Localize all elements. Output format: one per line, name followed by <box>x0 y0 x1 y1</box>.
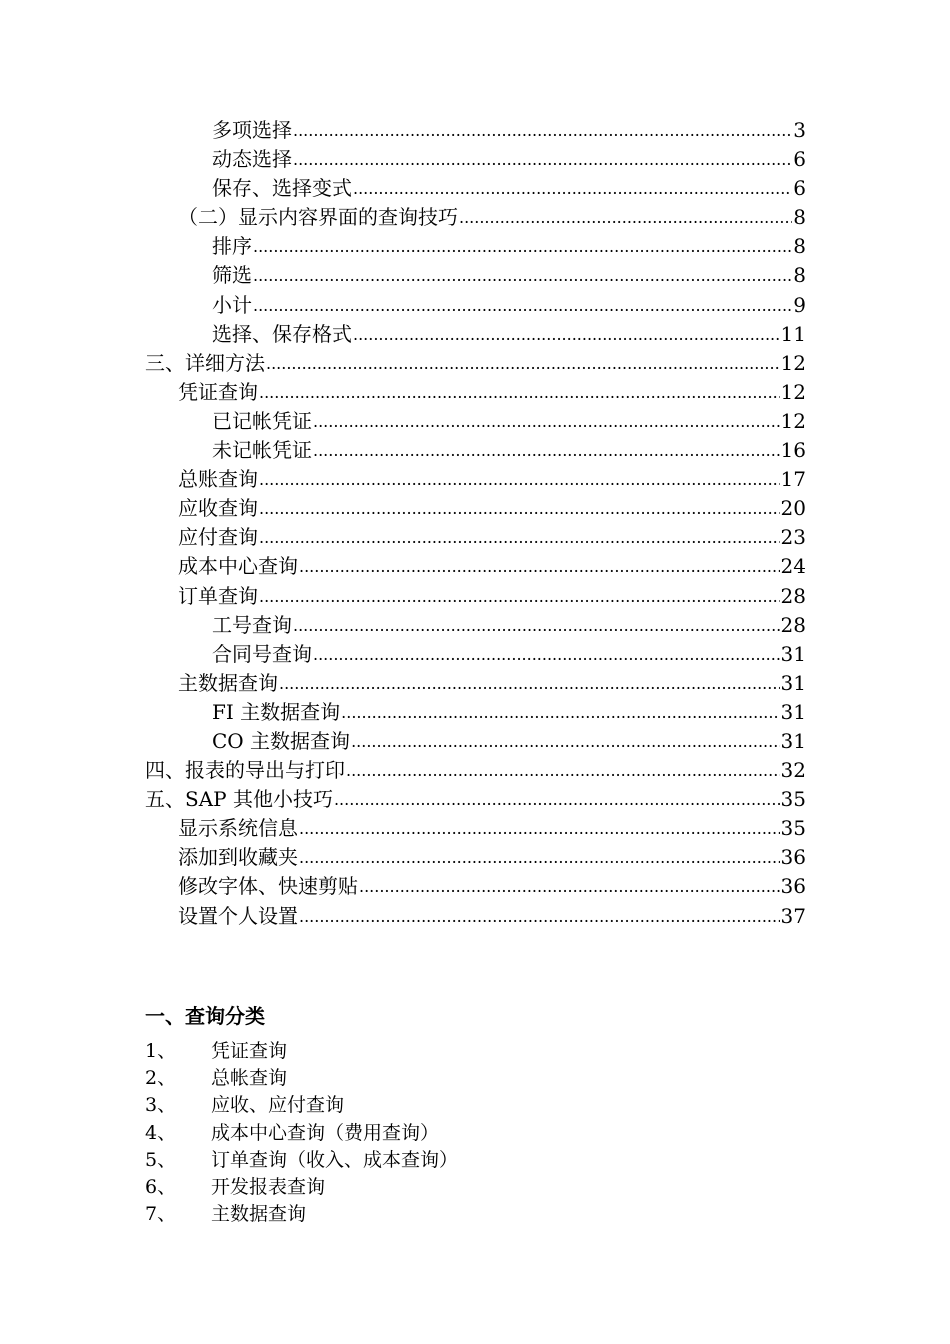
toc-entry-page: 37 <box>780 903 806 928</box>
toc-leader-dots <box>266 349 780 378</box>
toc-entry-label: 已记帐凭证 <box>212 408 312 433</box>
toc-entry[interactable] <box>145 843 806 872</box>
toc-entry-label: 选择、保存格式 <box>212 321 352 346</box>
toc-entry[interactable] <box>145 378 806 407</box>
toc-entry[interactable] <box>145 145 806 174</box>
toc-entry-page: 8 <box>793 205 806 230</box>
toc-entry-page: 31 <box>780 728 806 753</box>
list-item-text: 订单查询（收入、成本查询） <box>211 1148 459 1171</box>
toc-entry-page: 31 <box>780 699 806 724</box>
list-item <box>145 1201 806 1228</box>
list-item-number: 7、 <box>145 1203 177 1226</box>
toc-entry-page: 24 <box>780 554 806 579</box>
toc-leader-dots <box>299 552 780 581</box>
toc-entry-page: 8 <box>793 234 806 259</box>
list-item <box>145 1065 806 1092</box>
toc-entry[interactable] <box>145 465 806 494</box>
list-item-number: 2、 <box>145 1067 177 1090</box>
toc-entry[interactable] <box>145 640 806 669</box>
toc-entry-label: 添加到收藏夹 <box>178 845 298 870</box>
toc-entry-label: 小计 <box>212 292 252 317</box>
list-item <box>145 1174 806 1201</box>
query-category-section <box>145 1003 806 1228</box>
toc-entry-page: 32 <box>780 758 806 783</box>
toc-entry-label: 筛选 <box>212 263 252 288</box>
toc-entry-label: 多项选择 <box>212 118 292 142</box>
list-item-text: 应收、应付查询 <box>211 1094 345 1117</box>
toc-leader-dots <box>253 232 792 261</box>
toc-entry[interactable] <box>145 669 806 698</box>
toc-entry-label: 应付查询 <box>178 525 258 550</box>
toc-leader-dots <box>299 902 780 931</box>
toc-entry[interactable] <box>145 814 806 843</box>
toc-entry-label: 显示系统信息 <box>178 816 298 841</box>
toc-entry-page: 36 <box>780 845 806 870</box>
toc-leader-dots <box>299 814 780 843</box>
toc-leader-dots <box>313 640 780 669</box>
list-item-text: 成本中心查询（费用查询） <box>211 1121 440 1144</box>
toc-entry-label: 修改字体、快速剪贴 <box>178 874 358 899</box>
toc-entry-page: 6 <box>793 147 806 172</box>
toc-entry-page: 35 <box>780 787 806 812</box>
list-item-text: 凭证查询 <box>211 1040 288 1062</box>
toc-entry-label: 三、详细方法 <box>145 350 265 375</box>
toc-entry-label: （二）显示内容界面的查询技巧 <box>178 205 458 230</box>
toc-entry[interactable] <box>145 698 806 727</box>
toc-leader-dots <box>293 611 780 640</box>
toc-entry-page: 36 <box>780 874 806 899</box>
toc-leader-dots <box>299 843 780 872</box>
toc-entry[interactable] <box>145 232 806 261</box>
toc-leader-dots <box>351 727 779 756</box>
toc-entry[interactable] <box>145 582 806 611</box>
toc-leader-dots <box>259 465 780 494</box>
toc-entry[interactable] <box>145 320 806 349</box>
toc-entry-label: FI 主数据查询 <box>212 699 341 724</box>
list-item <box>145 1120 806 1147</box>
toc-entry[interactable] <box>145 436 806 465</box>
toc-entry-page: 16 <box>780 438 806 463</box>
toc-entry-page: 28 <box>780 583 806 608</box>
toc-entry-page: 12 <box>780 350 806 375</box>
toc-entry-label: 应收查询 <box>178 496 258 521</box>
toc-entry-page: 6 <box>793 176 806 201</box>
toc-entry[interactable] <box>145 611 806 640</box>
toc-entry[interactable] <box>145 494 806 523</box>
toc-entry-label: 主数据查询 <box>178 670 278 695</box>
toc-leader-dots <box>353 320 780 349</box>
toc-entry[interactable] <box>145 349 806 378</box>
toc-entry-label: 未记帐凭证 <box>212 438 312 463</box>
toc-entry-page: 31 <box>780 670 806 695</box>
toc-leader-dots <box>293 145 792 174</box>
toc-entry[interactable] <box>145 261 806 290</box>
toc-leader-dots <box>346 756 780 785</box>
toc-entry-label: 动态选择 <box>212 147 292 172</box>
table-of-contents <box>145 116 806 931</box>
toc-leader-dots <box>259 582 780 611</box>
toc-entry-page: 9 <box>793 292 806 317</box>
list-item-text: 总帐查询 <box>211 1067 288 1090</box>
toc-entry[interactable] <box>145 785 806 814</box>
toc-entry-label: 排序 <box>212 234 252 259</box>
toc-leader-dots <box>459 203 792 232</box>
toc-entry-page: 31 <box>780 641 806 666</box>
toc-entry-page: 23 <box>780 525 806 550</box>
toc-entry-page: 28 <box>780 612 806 637</box>
toc-leader-dots <box>353 174 792 203</box>
toc-entry-label: CO 主数据查询 <box>212 728 351 753</box>
toc-entry[interactable] <box>145 116 806 145</box>
toc-entry-page: 12 <box>780 379 806 404</box>
toc-entry-page: 17 <box>780 467 806 492</box>
toc-entry-label: 保存、选择变式 <box>212 176 352 201</box>
toc-entry-label: 工号查询 <box>212 612 292 637</box>
list-item-number: 4、 <box>145 1121 177 1144</box>
toc-leader-dots <box>341 698 779 727</box>
toc-entry-label: 成本中心查询 <box>178 554 298 579</box>
list-item-text: 开发报表查询 <box>211 1175 326 1198</box>
toc-leader-dots <box>253 261 792 290</box>
category-list <box>145 1038 806 1228</box>
toc-entry[interactable] <box>145 756 806 785</box>
toc-leader-dots <box>313 407 780 436</box>
toc-leader-dots <box>259 378 780 407</box>
list-item <box>145 1147 806 1174</box>
toc-entry[interactable] <box>145 407 806 436</box>
toc-leader-dots <box>293 116 792 145</box>
toc-entry-label: 合同号查询 <box>212 641 312 666</box>
toc-entry-page: 8 <box>793 263 806 288</box>
list-item-number: 6、 <box>145 1175 177 1198</box>
toc-leader-dots <box>253 291 792 320</box>
toc-entry-label: 凭证查询 <box>178 379 258 404</box>
toc-entry-label: 五、SAP 其他小技巧 <box>145 787 333 812</box>
toc-entry-page: 11 <box>780 321 806 346</box>
toc-entry-label: 设置个人设置 <box>178 903 298 928</box>
toc-entry[interactable] <box>145 291 806 320</box>
list-item <box>145 1092 806 1119</box>
list-item-text: 主数据查询 <box>211 1203 307 1226</box>
toc-entry-label: 总账查询 <box>178 467 258 492</box>
toc-leader-dots <box>259 494 780 523</box>
list-item-number: 3、 <box>145 1094 177 1117</box>
toc-entry[interactable] <box>145 203 806 232</box>
toc-entry[interactable] <box>145 902 806 931</box>
list-item <box>145 1038 806 1065</box>
toc-entry-label: 四、报表的导出与打印 <box>145 758 345 783</box>
toc-leader-dots <box>279 669 780 698</box>
toc-leader-dots <box>334 785 780 814</box>
toc-entry-page: 12 <box>780 408 806 433</box>
toc-leader-dots <box>313 436 780 465</box>
toc-entry[interactable] <box>145 523 806 552</box>
toc-entry[interactable] <box>145 174 806 203</box>
toc-entry-page: 35 <box>780 816 806 841</box>
toc-entry-label: 订单查询 <box>178 583 258 608</box>
toc-entry[interactable] <box>145 552 806 581</box>
toc-entry[interactable] <box>145 727 806 756</box>
toc-leader-dots <box>259 523 780 552</box>
toc-entry-page: 20 <box>780 496 806 521</box>
list-item-number: 5、 <box>145 1148 177 1171</box>
list-item-number: 1、 <box>145 1040 177 1062</box>
toc-leader-dots <box>359 872 780 901</box>
section-title: 一、查询分类 <box>145 1004 265 1028</box>
toc-entry[interactable] <box>145 872 806 901</box>
toc-entry-page: 3 <box>793 118 806 142</box>
